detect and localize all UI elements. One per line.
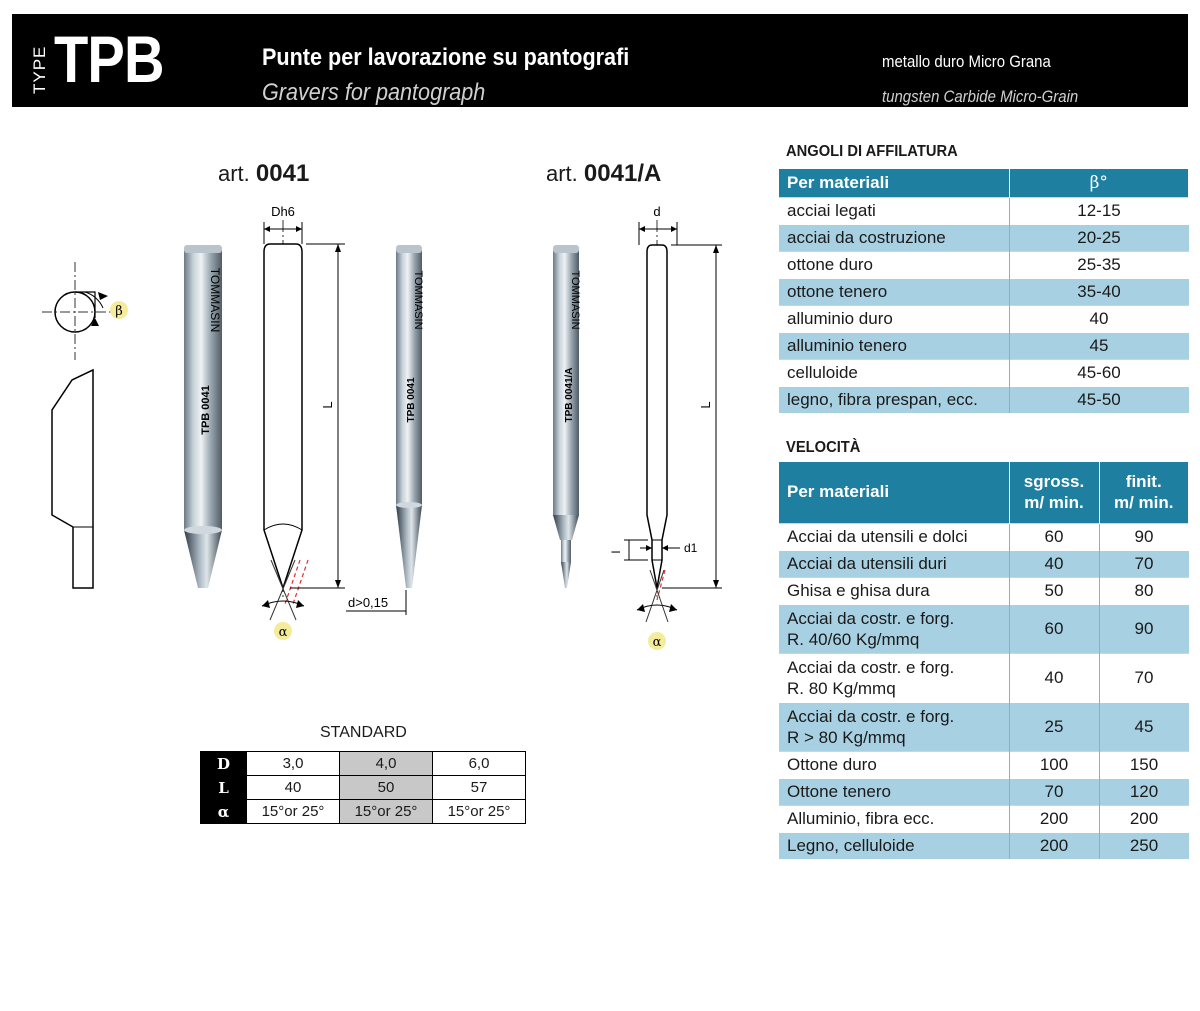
art-code-0041: 0041 [255, 160, 310, 187]
tool1-mark: TPB 0041 [200, 385, 212, 435]
speed-material-line1: Acciai da costr. e forg. [787, 608, 955, 628]
angles-row [779, 305, 1189, 332]
material-english: tungsten Carbide Micro-Grain [882, 87, 1079, 106]
speed-finish: 45 [1099, 702, 1189, 751]
speed-title: VELOCITÀ [786, 439, 861, 456]
material-italian: metallo duro Micro Grana [882, 52, 1051, 71]
speed-material [779, 604, 1009, 653]
angles-row [779, 359, 1189, 386]
speed-row [779, 550, 1189, 577]
speed-material: Acciai da utensili e dolci [779, 523, 1009, 550]
standard-cell: 15°or 25° [340, 800, 433, 824]
standard-label-l: L [201, 776, 247, 800]
speed-row [779, 523, 1189, 550]
standard-row-d [201, 752, 526, 776]
angles-material: alluminio tenero [779, 332, 1009, 359]
angles-row [779, 197, 1189, 224]
type-label: TYPE [30, 45, 49, 94]
speed-material-line1: Acciai da costr. e forg. [787, 657, 955, 677]
tool2-mark: TPB 0041 [406, 377, 417, 423]
art-label-0041: art. 0041 [218, 160, 310, 187]
speed-col-rough [1009, 462, 1099, 523]
angles-material: acciai legati [779, 197, 1009, 224]
speed-material: Alluminio, fibra ecc. [779, 805, 1009, 832]
angles-value: 25-35 [1009, 251, 1189, 278]
speed-finish: 120 [1099, 778, 1189, 805]
speed-finish: 90 [1099, 523, 1189, 550]
angles-value: 40 [1009, 305, 1189, 332]
standard-cell: 3,0 [247, 752, 340, 776]
angles-row [779, 386, 1189, 413]
angles-row [779, 332, 1189, 359]
dim-d1: d1 [684, 541, 698, 555]
standard-row-l [201, 776, 526, 800]
angles-value: 35-40 [1009, 278, 1189, 305]
angles-material: ottone tenero [779, 278, 1009, 305]
angles-value: 45-60 [1009, 359, 1189, 386]
speed-rough: 40 [1009, 653, 1099, 702]
speed-material: Ghisa e ghisa dura [779, 577, 1009, 604]
art-label-0041a: art. 0041/A [546, 160, 662, 187]
speed-row [779, 751, 1189, 778]
speed-material: Ottone duro [779, 751, 1009, 778]
product-code: TPB [54, 22, 164, 96]
alpha-1-symbol: α [278, 625, 288, 640]
speed-row [779, 805, 1189, 832]
speed-material-line1: Acciai da costr. e forg. [787, 706, 955, 726]
speed-rough: 40 [1009, 550, 1099, 577]
angles-value: 45-50 [1009, 386, 1189, 413]
standard-label-d: D [201, 752, 247, 776]
angles-value: 12-15 [1009, 197, 1189, 224]
standard-cell: 15°or 25° [247, 800, 340, 824]
speed-finish: 70 [1099, 653, 1189, 702]
angles-row [779, 224, 1189, 251]
speed-rough: 60 [1009, 604, 1099, 653]
angles-title: ANGOLI DI AFFILATURA [786, 143, 958, 160]
speed-rough: 70 [1009, 778, 1099, 805]
speed-row [779, 577, 1189, 604]
tool1-brand: TOMMASIN [208, 267, 222, 333]
speed-row [779, 604, 1189, 653]
speed-row [779, 702, 1189, 751]
title-italian: Punte per lavorazione su pantografi [262, 44, 630, 71]
speed-material: Acciai da utensili duri [779, 550, 1009, 577]
speed-material-line2: R. 40/60 Kg/mmq [787, 629, 920, 649]
speed-material-line2: R > 80 Kg/mmq [787, 727, 906, 747]
speed-finish: 70 [1099, 550, 1189, 577]
standard-cell: 15°or 25° [433, 800, 526, 824]
angles-material: alluminio duro [779, 305, 1009, 332]
dim-l-2: L [698, 401, 713, 409]
standard-cell: 57 [433, 776, 526, 800]
dim-clearance: d>0,15 [348, 595, 389, 610]
speed-col-material: Per materiali [779, 462, 1009, 523]
speed-col-finish-line1: finit. [1125, 472, 1162, 492]
speed-rough: 25 [1009, 702, 1099, 751]
standard-label-alpha: α [201, 800, 247, 824]
speed-col-rough-line1: sgross. [1023, 472, 1085, 492]
angles-row [779, 251, 1189, 278]
angles-row [779, 278, 1189, 305]
angles-col-beta: β° [1009, 169, 1189, 197]
dim-d: d [653, 204, 661, 219]
speed-header-row [779, 462, 1189, 523]
angles-table [779, 169, 1189, 413]
tool3-brand: TOMMASIN [569, 270, 581, 330]
tool-0041-photo-2 [346, 245, 422, 615]
speed-row [779, 832, 1189, 859]
speed-row [779, 778, 1189, 805]
angles-material: ottone duro [779, 251, 1009, 278]
angles-header-row [779, 169, 1189, 197]
tool2-brand: TOMMASIN [412, 270, 424, 330]
standard-cell: 40 [247, 776, 340, 800]
angles-material: acciai da costruzione [779, 224, 1009, 251]
dim-l-small: l [609, 550, 623, 554]
speed-finish: 200 [1099, 805, 1189, 832]
speed-rough: 200 [1009, 832, 1099, 859]
angles-value: 45 [1009, 332, 1189, 359]
profile-outline [52, 370, 93, 588]
speed-table [779, 462, 1189, 859]
technical-drawing [0, 0, 760, 700]
speed-col-finish [1099, 462, 1189, 523]
dim-l-1: L [320, 401, 335, 409]
speed-rough: 100 [1009, 751, 1099, 778]
speed-rough: 60 [1009, 523, 1099, 550]
standard-cell: 4,0 [340, 752, 433, 776]
speed-material [779, 653, 1009, 702]
angles-material: legno, fibra prespan, ecc. [779, 386, 1009, 413]
speed-rough: 50 [1009, 577, 1099, 604]
speed-finish: 150 [1099, 751, 1189, 778]
speed-rough: 200 [1009, 805, 1099, 832]
speed-col-finish-line2: m/ min. [1113, 493, 1174, 513]
standard-title: STANDARD [320, 724, 407, 741]
speed-finish: 90 [1099, 604, 1189, 653]
standard-cell: 50 [340, 776, 433, 800]
title-english: Gravers for pantograph [262, 79, 486, 106]
art-code-0041a: 0041/A [583, 160, 662, 187]
beta-symbol: β [115, 304, 123, 319]
speed-col-rough-line2: m/ min. [1024, 493, 1084, 513]
standard-row-alpha [201, 800, 526, 824]
angles-material: celluloide [779, 359, 1009, 386]
speed-material: Legno, celluloide [779, 832, 1009, 859]
speed-finish: 80 [1099, 577, 1189, 604]
speed-material-line2: R. 80 Kg/mmq [787, 678, 896, 698]
angles-col-material: Per materiali [779, 169, 1009, 197]
angles-value: 20-25 [1009, 224, 1189, 251]
alpha-2-symbol: α [652, 635, 662, 650]
tool-0041a-drawing [624, 220, 722, 650]
tool3-mark: TPB 0041/A [564, 367, 575, 423]
speed-material: Ottone tenero [779, 778, 1009, 805]
tool-0041-drawing [262, 220, 345, 640]
dim-dh6: Dh6 [271, 204, 295, 219]
standard-cell: 6,0 [433, 752, 526, 776]
speed-row [779, 653, 1189, 702]
speed-finish: 250 [1099, 832, 1189, 859]
speed-material [779, 702, 1009, 751]
standard-table [200, 751, 526, 824]
